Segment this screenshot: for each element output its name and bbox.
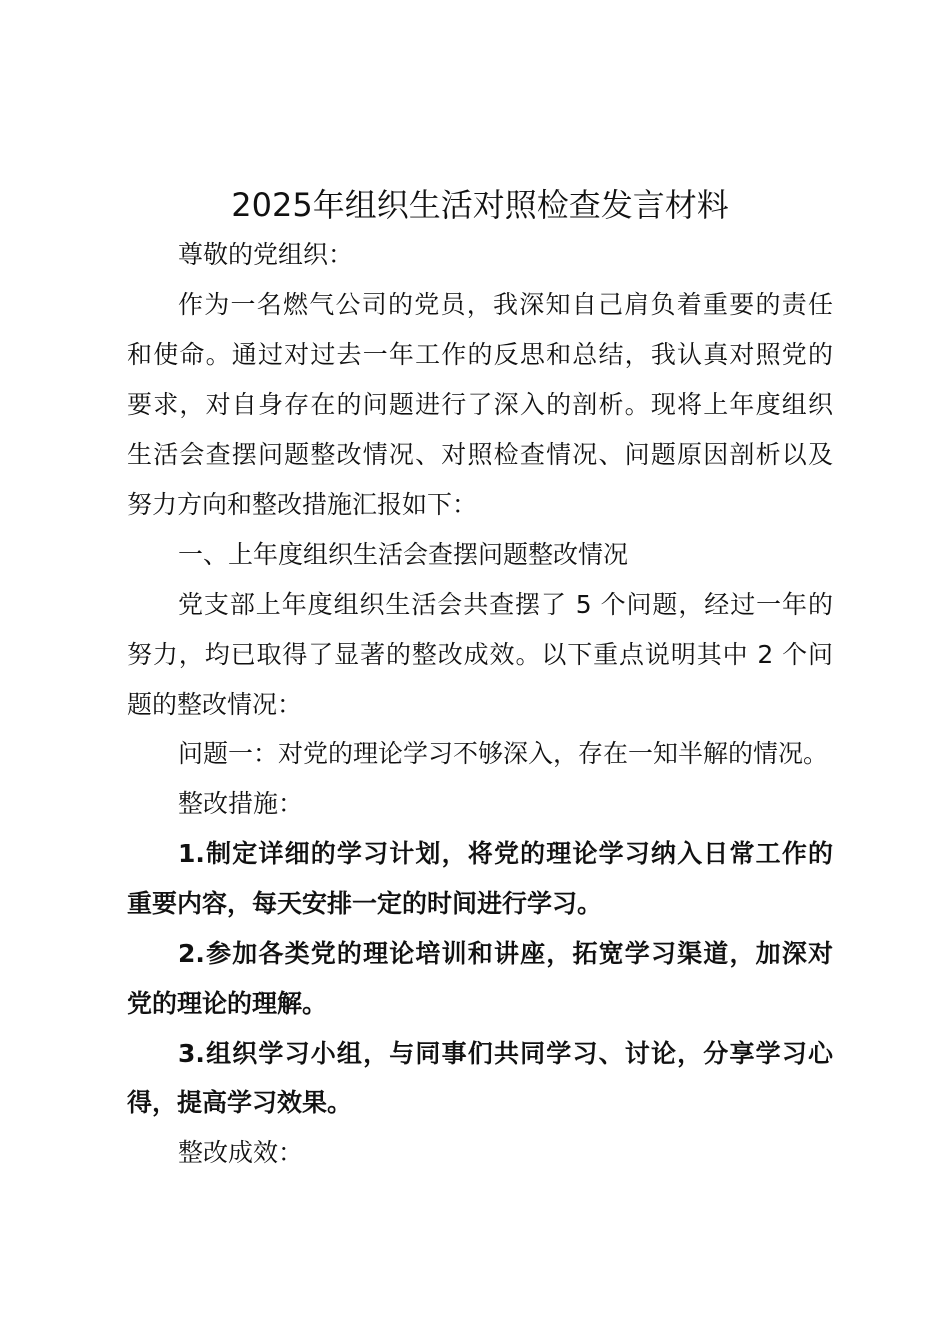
intro-line: 努力方向和整改措施汇报如下： (127, 490, 478, 519)
section-heading: 一、上年度组织生活会查摆问题整改情况 (178, 540, 629, 569)
measure-item-line: 重要内容，每天安排一定的时间进行学习。 (127, 889, 603, 918)
measures-label: 整改措施： (178, 789, 304, 818)
problem-line: 问题一：对党的理论学习不够深入，存在一知半解的情况。 (178, 739, 829, 768)
intro-line: 生活会查摆问题整改情况、对照检查情况、问题原因剖析以及 (127, 440, 833, 469)
measure-item-line: 1.制定详细的学习计划，将党的理论学习纳入日常工作的 (178, 839, 833, 868)
greeting-line: 尊敬的党组织： (178, 240, 354, 269)
measure-item-line: 党的理论的理解。 (127, 989, 328, 1018)
measure-item-line: 得，提高学习效果。 (127, 1088, 353, 1117)
section-paragraph-line: 努力，均已取得了显著的整改成效。以下重点说明其中 2 个问 (127, 640, 833, 669)
section-paragraph-line: 党支部上年度组织生活会共查摆了 5 个问题，经过一年的 (178, 590, 833, 619)
results-label: 整改成效： (178, 1138, 304, 1167)
intro-line: 和使命。通过对过去一年工作的反思和总结，我认真对照党的 (127, 340, 833, 369)
measure-item-line: 2.参加各类党的理论培训和讲座，拓宽学习渠道，加深对 (178, 939, 833, 968)
measure-item-line: 3.组织学习小组，与同事们共同学习、讨论，分享学习心 (178, 1039, 833, 1068)
intro-line: 要求，对自身存在的问题进行了深入的剖析。现将上年度组织 (127, 390, 833, 419)
document-title: 2025年组织生活对照检查发言材料 (231, 186, 729, 224)
section-paragraph-line: 题的整改情况： (127, 690, 303, 719)
intro-line: 作为一名燃气公司的党员，我深知自己肩负着重要的责任 (178, 290, 833, 319)
